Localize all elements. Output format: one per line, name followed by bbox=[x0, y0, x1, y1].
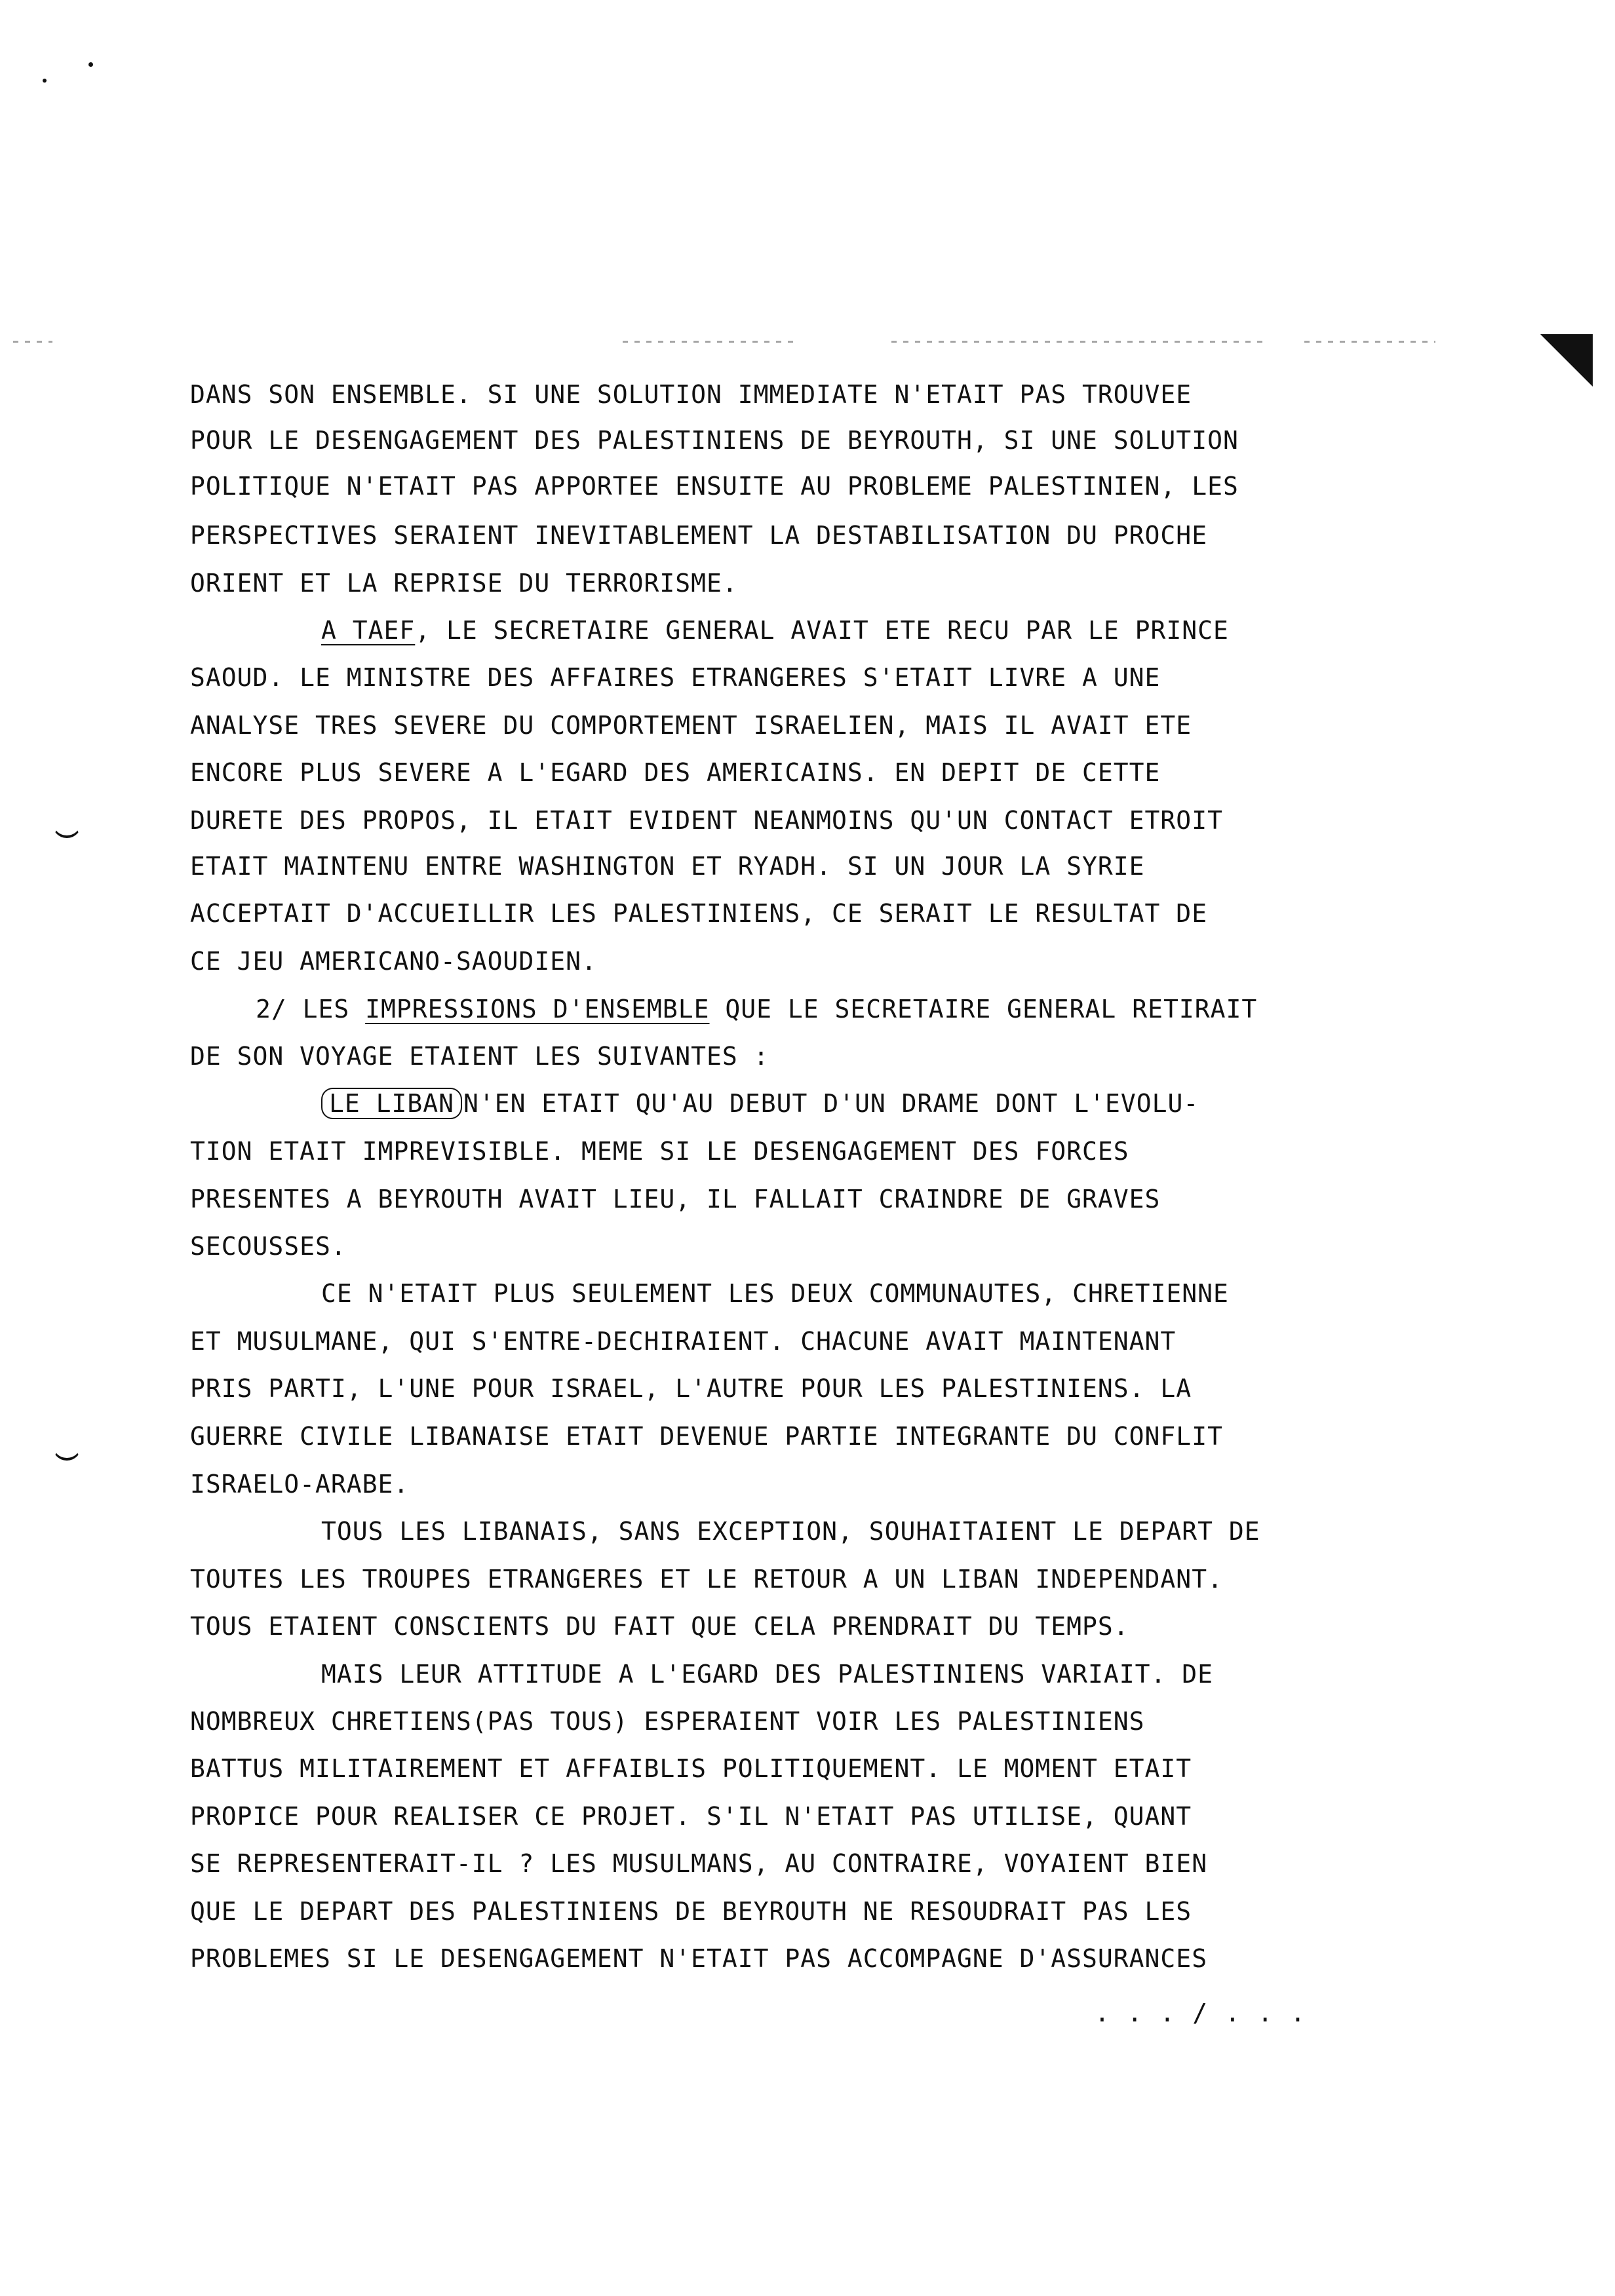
paragraph-3-line bbox=[190, 995, 1560, 1024]
paragraph-6-line: TOUS LES LIBANAIS, SANS EXCEPTION, SOUHAITAIENT LE DEPART DE bbox=[321, 1517, 1260, 1546]
paragraph-7-line: PROPICE POUR REALISER CE PROJET. S'IL N'ETAIT PAS UTILISE, QUANT bbox=[190, 1802, 1192, 1831]
paragraph-2-line-rest: , LE SECRETAIRE GENERAL AVAIT ETE RECU PAR LE PRINCE bbox=[415, 616, 1229, 645]
paragraph-7-line: BATTUS MILITAIREMENT ET AFFAIBLIS POLITIQUEMENT. LE MOMENT ETAIT bbox=[190, 1754, 1192, 1783]
paragraph-2-line: ANALYSE TRES SEVERE DU COMPORTEMENT ISRAELIEN, MAIS IL AVAIT ETE bbox=[190, 711, 1192, 740]
section-number: 2/ LES bbox=[256, 995, 366, 1024]
underlined-place: A TAEF bbox=[321, 616, 416, 645]
paragraph-7-line: PROBLEMES SI LE DESENGAGEMENT N'ETAIT PAS ACCOMPAGNE D'ASSURANCES bbox=[190, 1944, 1208, 1973]
paragraph-2-line: CE JEU AMERICANO-SAOUDIEN. bbox=[190, 947, 597, 976]
paragraph-2-line: ACCEPTAIT D'ACCUEILLIR LES PALESTINIENS, CE SERAIT LE RESULTAT DE bbox=[190, 899, 1208, 928]
paragraph-7-line: QUE LE DEPART DES PALESTINIENS DE BEYROUTH NE RESOUDRAIT PAS LES bbox=[190, 1897, 1192, 1926]
paragraph-1-line: POLITIQUE N'ETAIT PAS APPORTEE ENSUITE AU PROBLEME PALESTINIEN, LES bbox=[190, 472, 1239, 501]
continuation-marker: . . . / . . . bbox=[1095, 1999, 1307, 2027]
paragraph-7-line: NOMBREUX CHRETIENS(PAS TOUS) ESPERAIENT VOIR LES PALESTINIENS bbox=[190, 1707, 1145, 1736]
paragraph-6-line: TOUS ETAIENT CONSCIENTS DU FAIT QUE CELA PRENDRAIT DU TEMPS. bbox=[190, 1612, 1129, 1641]
paragraph-5-line: ET MUSULMANE, QUI S'ENTRE-DECHIRAIENT. CHACUNE AVAIT MAINTENANT bbox=[190, 1327, 1177, 1356]
scan-speck-icon bbox=[88, 62, 93, 67]
paragraph-3-line: DE SON VOYAGE ETAIENT LES SUIVANTES : bbox=[190, 1042, 769, 1071]
paragraph-6-line: TOUTES LES TROUPES ETRANGERES ET LE RETOUR A UN LIBAN INDEPENDANT. bbox=[190, 1565, 1223, 1594]
paragraph-1-line: PERSPECTIVES SERAIENT INEVITABLEMENT LA DESTABILISATION DU PROCHE bbox=[190, 521, 1208, 550]
scan-line bbox=[623, 341, 800, 343]
paragraph-4-line-rest: N'EN ETAIT QU'AU DEBUT D'UN DRAME DONT L'EVOLU- bbox=[463, 1089, 1199, 1118]
paragraph-2-line: SAOUD. LE MINISTRE DES AFFAIRES ETRANGERES S'ETAIT LIVRE A UNE bbox=[190, 663, 1161, 692]
paragraph-2-line: ENCORE PLUS SEVERE A L'EGARD DES AMERICAINS. EN DEPIT DE CETTE bbox=[190, 758, 1161, 787]
paragraph-2-line: DURETE DES PROPOS, IL ETAIT EVIDENT NEANMOINS QU'UN CONTACT ETROIT bbox=[190, 806, 1223, 835]
paragraph-5-line: CE N'ETAIT PLUS SEULEMENT LES DEUX COMMUNAUTES, CHRETIENNE bbox=[321, 1279, 1229, 1308]
underlined-heading: IMPRESSIONS D'ENSEMBLE bbox=[365, 995, 710, 1024]
circled-term: LE LIBAN bbox=[321, 1088, 462, 1119]
scan-line bbox=[891, 341, 1265, 343]
paragraph-5-line: PRIS PARTI, L'UNE POUR ISRAEL, L'AUTRE POUR LES PALESTINIENS. LA bbox=[190, 1374, 1192, 1403]
paragraph-3-line-rest: QUE LE SECRETAIRE GENERAL RETIRAIT bbox=[709, 995, 1258, 1024]
scan-speck-icon bbox=[43, 79, 47, 83]
paragraph-1-line: DANS SON ENSEMBLE. SI UNE SOLUTION IMMEDIATE N'ETAIT PAS TROUVEE bbox=[190, 380, 1192, 409]
paragraph-7-line: SE REPRESENTERAIT-IL ? LES MUSULMANS, AU CONTRAIRE, VOYAIENT BIEN bbox=[190, 1849, 1208, 1878]
corner-triangle-icon bbox=[1540, 334, 1593, 387]
paragraph-7-line: MAIS LEUR ATTITUDE A L'EGARD DES PALESTINIENS VARIAIT. DE bbox=[321, 1660, 1214, 1689]
paragraph-2-line: ETAIT MAINTENU ENTRE WASHINGTON ET RYADH. SI UN JOUR LA SYRIE bbox=[190, 852, 1145, 881]
paragraph-5-line: GUERRE CIVILE LIBANAISE ETAIT DEVENUE PARTIE INTEGRANTE DU CONFLIT bbox=[190, 1422, 1223, 1451]
scan-line bbox=[13, 341, 52, 343]
scan-line bbox=[1304, 341, 1435, 343]
paragraph-1-line: ORIENT ET LA REPRISE DU TERRORISME. bbox=[190, 569, 738, 598]
paragraph-5-line: ISRAELO-ARABE. bbox=[190, 1470, 410, 1499]
paragraph-2-line bbox=[190, 616, 1615, 645]
paragraph-1-line: POUR LE DESENGAGEMENT DES PALESTINIENS DE BEYROUTH, SI UNE SOLUTION bbox=[190, 426, 1239, 455]
paragraph-4-line: PRESENTES A BEYROUTH AVAIT LIEU, IL FALLAIT CRAINDRE DE GRAVES bbox=[190, 1185, 1161, 1214]
margin-tick-icon bbox=[52, 822, 81, 838]
paragraph-4-line: SECOUSSES. bbox=[190, 1232, 347, 1261]
paragraph-4-line: TION ETAIT IMPREVISIBLE. MEME SI LE DESENGAGEMENT DES FORCES bbox=[190, 1137, 1129, 1166]
paragraph-4-line bbox=[190, 1089, 1615, 1118]
margin-tick-icon bbox=[52, 1445, 81, 1461]
